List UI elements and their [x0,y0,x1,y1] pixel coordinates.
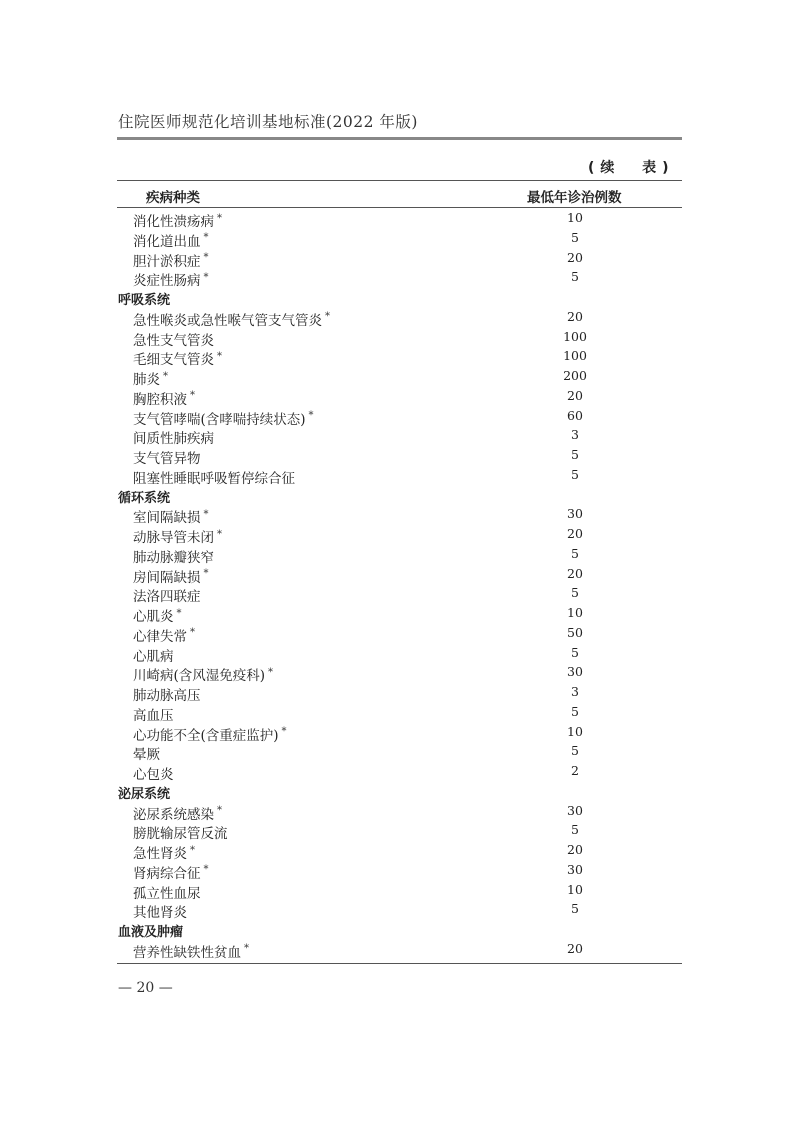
table-row [117,387,682,407]
core-disease-marker: * [325,311,330,323]
min-cases-value: 5 [571,447,579,462]
table-row [117,545,682,565]
column-header-disease: 疾病种类 [146,190,200,206]
disease-name [133,230,209,250]
disease-name [133,447,201,467]
disease-name-text: 急性喉炎或急性喉气管支气管炎 [133,312,322,329]
disease-name [133,348,222,368]
disease-name-text: 呼吸系统 [118,293,171,308]
min-cases-value: 5 [571,822,579,838]
disease-name-text: 循环系统 [118,490,171,506]
core-disease-marker: * [217,212,222,224]
disease-name [133,803,222,823]
disease-name-text: 肺炎 [133,372,160,388]
disease-name [133,526,222,546]
disease-name [133,862,209,882]
min-cases-value: 2 [571,763,579,778]
min-cases-value: 10 [567,210,583,225]
min-cases-value: 5 [571,545,579,561]
table-row [117,347,682,367]
disease-name [133,210,222,230]
disease-name-text: 肺动脉高压 [133,688,201,704]
table-header-rule [117,207,682,208]
disease-name [133,427,214,447]
disease-name-text: 孤立性血尿 [133,885,201,902]
disease-name-text: 晕厥 [133,747,160,764]
category-row [117,782,682,802]
disease-name-text: 膀胱输尿管反流 [133,826,228,843]
disease-name-text: 心包炎 [133,767,174,783]
disease-name [133,822,228,842]
table-row [117,742,682,762]
core-disease-marker: * [190,627,195,639]
table-row [117,209,682,229]
min-cases-value: 30 [567,506,583,522]
min-cases-value: 10 [567,881,583,897]
core-disease-marker: * [244,943,249,955]
min-cases-value: 5 [571,229,579,245]
disease-name [133,664,273,684]
table-row [117,268,682,288]
min-cases-value: 5 [571,644,579,660]
table-row [117,802,682,822]
core-disease-marker: * [176,607,182,619]
disease-name-text: 阻塞性睡眠呼吸暂停综合征 [133,470,295,487]
disease-name [133,250,209,270]
core-disease-marker: * [203,864,209,876]
category-label [118,783,170,802]
table-row [117,900,682,920]
table-row [117,308,682,328]
table-top-rule [117,180,682,181]
table-row [117,624,682,644]
min-cases-value: 5 [571,703,579,719]
core-disease-marker: * [203,252,209,263]
disease-name-text: 法洛四联症 [133,589,201,606]
disease-name [133,842,195,862]
disease-name-text: 胸腔积液 [133,391,187,408]
disease-name [133,763,174,783]
core-disease-marker: * [217,350,222,362]
core-disease-marker: * [217,528,222,540]
disease-name-text: 泌尿系统 [118,786,171,802]
table-row [117,249,682,269]
disease-name [133,704,174,724]
min-cases-value: 5 [571,585,579,601]
disease-name [133,309,330,329]
min-cases-value: 200 [563,368,587,383]
disease-name-text: 心肌病 [133,648,174,665]
min-cases-value: 50 [567,624,583,640]
category-label [118,921,183,940]
disease-name-text: 急性肾炎 [133,846,187,862]
disease-name-text: 泌尿系统感染 [133,806,214,823]
disease-name [133,605,182,625]
min-cases-value: 20 [567,526,583,541]
min-cases-value: 3 [571,427,579,443]
header-divider [117,137,682,140]
min-cases-value: 60 [567,407,583,423]
min-cases-value: 20 [567,842,583,857]
disease-name [133,506,209,526]
min-cases-value: 20 [567,565,583,581]
table-row [117,762,682,782]
min-cases-value: 5 [571,466,579,482]
disease-name-text: 间质性肺疾病 [133,431,214,448]
page-header-title: 住院医师规范化培训基地标准(2022 年版) [118,113,418,131]
category-row [117,288,682,308]
min-cases-value: 5 [571,269,579,285]
disease-name-text: 消化性溃疡病 [133,214,214,230]
min-cases-value: 30 [567,861,583,877]
continued-label: (续 表) [588,160,675,176]
table-row [117,604,682,624]
min-cases-value: 100 [563,348,587,364]
min-cases-value: 100 [563,328,587,344]
category-row [117,920,682,940]
core-disease-marker: * [203,232,209,244]
disease-name-text: 川崎病(含风湿免疫科) [133,668,266,685]
disease-name-text: 心肌炎 [133,609,174,625]
disease-name [133,329,214,349]
disease-name [133,901,187,921]
disease-name-text: 血液及肿瘤 [118,925,184,940]
core-disease-marker: * [268,666,274,678]
table-row [117,703,682,723]
disease-name-text: 动脉导管未闭 [133,530,214,546]
disease-name-text: 房间隔缺损 [133,569,201,586]
table-row [117,525,682,545]
disease-name [133,408,314,428]
disease-name-text: 毛细支气管炎 [133,352,214,369]
table-row [117,466,682,486]
disease-name [133,388,195,408]
table-row [117,663,682,683]
table-row [117,407,682,427]
disease-name [133,724,287,744]
disease-name-text: 营养性缺铁性贫血 [133,944,241,961]
table-row [117,229,682,249]
disease-name-text: 支气管异物 [133,451,201,467]
disease-name-text: 支气管哮喘(含哮喘持续状态) [133,411,306,428]
disease-name [133,546,214,566]
table-row [117,505,682,525]
table-bottom-rule [117,963,682,964]
disease-name [133,269,209,289]
disease-name [133,368,168,388]
table-row [117,841,682,861]
table-row [117,426,682,446]
core-disease-marker: * [163,370,168,382]
disease-name-text: 心功能不全(含重症监护) [133,727,279,744]
core-disease-marker: * [203,568,209,579]
min-cases-value: 20 [567,249,583,265]
min-cases-value: 30 [567,802,583,818]
table-row [117,584,682,604]
min-cases-value: 5 [571,901,579,917]
core-disease-marker: * [190,844,195,856]
table-row [117,367,682,387]
category-label [118,289,170,308]
disease-name-text: 消化道出血 [133,233,201,250]
min-cases-value: 20 [567,940,583,956]
disease-name [133,467,295,487]
disease-name [133,625,195,645]
core-disease-marker: * [308,410,314,421]
min-cases-value: 10 [567,605,583,620]
table-row [117,446,682,466]
disease-name-text: 室间隔缺损 [133,510,201,527]
disease-name-text: 急性支气管炎 [133,332,214,349]
table-row [117,644,682,664]
min-cases-value: 20 [567,387,583,403]
disease-name-text: 肾病综合征 [133,865,201,882]
min-cases-value: 5 [571,743,579,759]
disease-table-body [117,209,682,960]
min-cases-value: 30 [567,664,583,680]
disease-name [133,566,209,586]
disease-name-text: 炎症性肠病 [133,273,201,290]
category-row [117,486,682,506]
table-row [117,821,682,841]
min-cases-value: 3 [571,684,579,699]
table-row [117,328,682,348]
disease-name-text: 肺动脉瓣狭窄 [133,549,214,566]
core-disease-marker: * [217,805,222,816]
table-row [117,723,682,743]
disease-name-text: 其他肾炎 [133,905,187,922]
table-row [117,881,682,901]
disease-name-text: 胆汁淤积症 [133,253,201,270]
table-row [117,940,682,960]
core-disease-marker: * [203,271,209,283]
page-number: — 20 — [118,980,173,996]
disease-name [133,645,174,665]
category-label [118,487,170,506]
core-disease-marker: * [281,726,287,737]
core-disease-marker: * [190,390,195,402]
disease-name [133,743,160,763]
disease-name [133,882,201,902]
table-row [117,683,682,703]
disease-name [133,585,201,605]
disease-name-text: 高血压 [133,707,174,724]
column-header-min-cases: 最低年诊治例数 [527,190,622,206]
table-row [117,565,682,585]
disease-name [133,941,249,961]
table-row [117,861,682,881]
disease-name-text: 心律失常 [133,628,187,645]
core-disease-marker: * [203,508,209,520]
disease-name [133,684,201,704]
min-cases-value: 10 [567,723,583,739]
min-cases-value: 20 [567,308,583,324]
